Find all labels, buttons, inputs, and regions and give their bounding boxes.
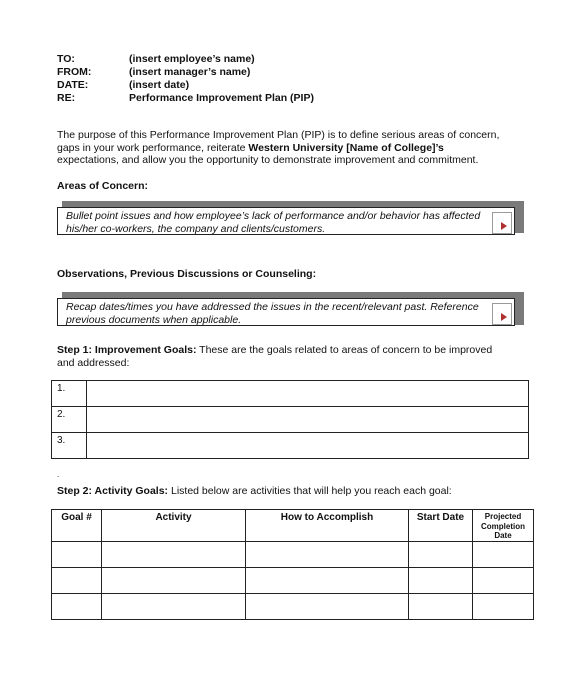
table-row <box>52 567 534 593</box>
table-row <box>52 541 534 567</box>
activity-header-row <box>52 510 534 542</box>
date-value: (insert date) <box>129 79 190 91</box>
goal-number: 2. <box>52 407 87 433</box>
table-row <box>52 593 534 619</box>
observations-text-line-1: Recap dates/times you have addressed the issues in the recent/relevant past. Reference <box>66 301 479 313</box>
table-cell[interactable] <box>246 541 409 567</box>
observations-title: Observations, Previous Discussions or Counseling: <box>57 268 317 280</box>
to-label: TO: <box>57 53 75 65</box>
observations-field[interactable] <box>57 298 515 326</box>
table-row <box>52 381 529 407</box>
intro-line-2-text: gaps in your work performance, reiterate <box>57 141 249 154</box>
step1-line-1 <box>57 344 527 357</box>
table-cell[interactable] <box>473 593 534 619</box>
college-name: Western University [Name of College]’s <box>248 141 444 154</box>
re-label: RE: <box>57 92 76 104</box>
re-value: Performance Improvement Plan (PIP) <box>129 92 314 104</box>
date-label: DATE: <box>57 79 89 91</box>
table-cell[interactable] <box>246 567 409 593</box>
step1-label: Step 1: Improvement Goals: <box>57 344 197 356</box>
activity-goals-table <box>51 509 534 620</box>
from-value: (insert manager’s name) <box>129 66 251 78</box>
table-cell[interactable] <box>102 593 246 619</box>
goal-cell[interactable] <box>87 381 529 407</box>
observations-arrow-icon[interactable] <box>501 313 507 321</box>
intro-line-3: expectations, and allow you the opportunity to demonstrate improvement and commitment. <box>57 154 479 166</box>
goal-cell[interactable] <box>87 407 529 433</box>
step2-label: Step 2: Activity Goals: <box>57 485 169 497</box>
goal-cell[interactable] <box>87 433 529 459</box>
to-value: (insert employee’s name) <box>129 53 255 65</box>
step2-desc: Listed below are activities that will help you reach each goal: <box>168 485 452 497</box>
table-row <box>52 433 529 459</box>
table-cell[interactable] <box>473 567 534 593</box>
col-goal-number: Goal # <box>52 510 102 542</box>
table-cell[interactable] <box>246 593 409 619</box>
col-projected-completion-date: Projected Completion Date <box>473 510 534 542</box>
step1-desc: These are the goals related to areas of concern to be improved <box>196 344 493 356</box>
areas-of-concern-field[interactable] <box>57 207 515 235</box>
intro-line-2 <box>57 142 527 155</box>
table-cell[interactable] <box>473 541 534 567</box>
goal-number: 3. <box>52 433 87 459</box>
table-cell[interactable] <box>52 541 102 567</box>
observations-text-line-2: previous documents when applicable. <box>66 313 242 326</box>
step2-heading <box>57 485 452 497</box>
table-cell[interactable] <box>52 567 102 593</box>
improvement-goals-table <box>51 380 529 459</box>
step1-heading <box>57 344 527 369</box>
goal-number: 1. <box>52 381 87 407</box>
intro-paragraph <box>57 129 527 167</box>
table-cell[interactable] <box>52 593 102 619</box>
areas-text-line-1: Bullet point issues and how employee’s lack of performance and/or behavior has affected <box>66 210 481 222</box>
table-cell[interactable] <box>409 567 473 593</box>
from-label: FROM: <box>57 66 92 78</box>
table-row <box>52 407 529 433</box>
table-cell[interactable] <box>102 567 246 593</box>
stray-mark: . <box>57 470 60 479</box>
areas-arrow-icon[interactable] <box>501 222 507 230</box>
intro-line-1: The purpose of this Performance Improvement Plan (PIP) is to define serious areas of concern, <box>57 129 500 141</box>
table-cell[interactable] <box>409 541 473 567</box>
table-cell[interactable] <box>102 541 246 567</box>
step1-line-2: and addressed: <box>57 356 130 369</box>
col-how-to-accomplish: How to Accomplish <box>246 510 409 542</box>
col-activity: Activity <box>102 510 246 542</box>
col-start-date: Start Date <box>409 510 473 542</box>
areas-of-concern-title: Areas of Concern: <box>57 180 149 192</box>
table-cell[interactable] <box>409 593 473 619</box>
areas-text-line-2: his/her co-workers, the company and clients/customers. <box>66 222 326 235</box>
